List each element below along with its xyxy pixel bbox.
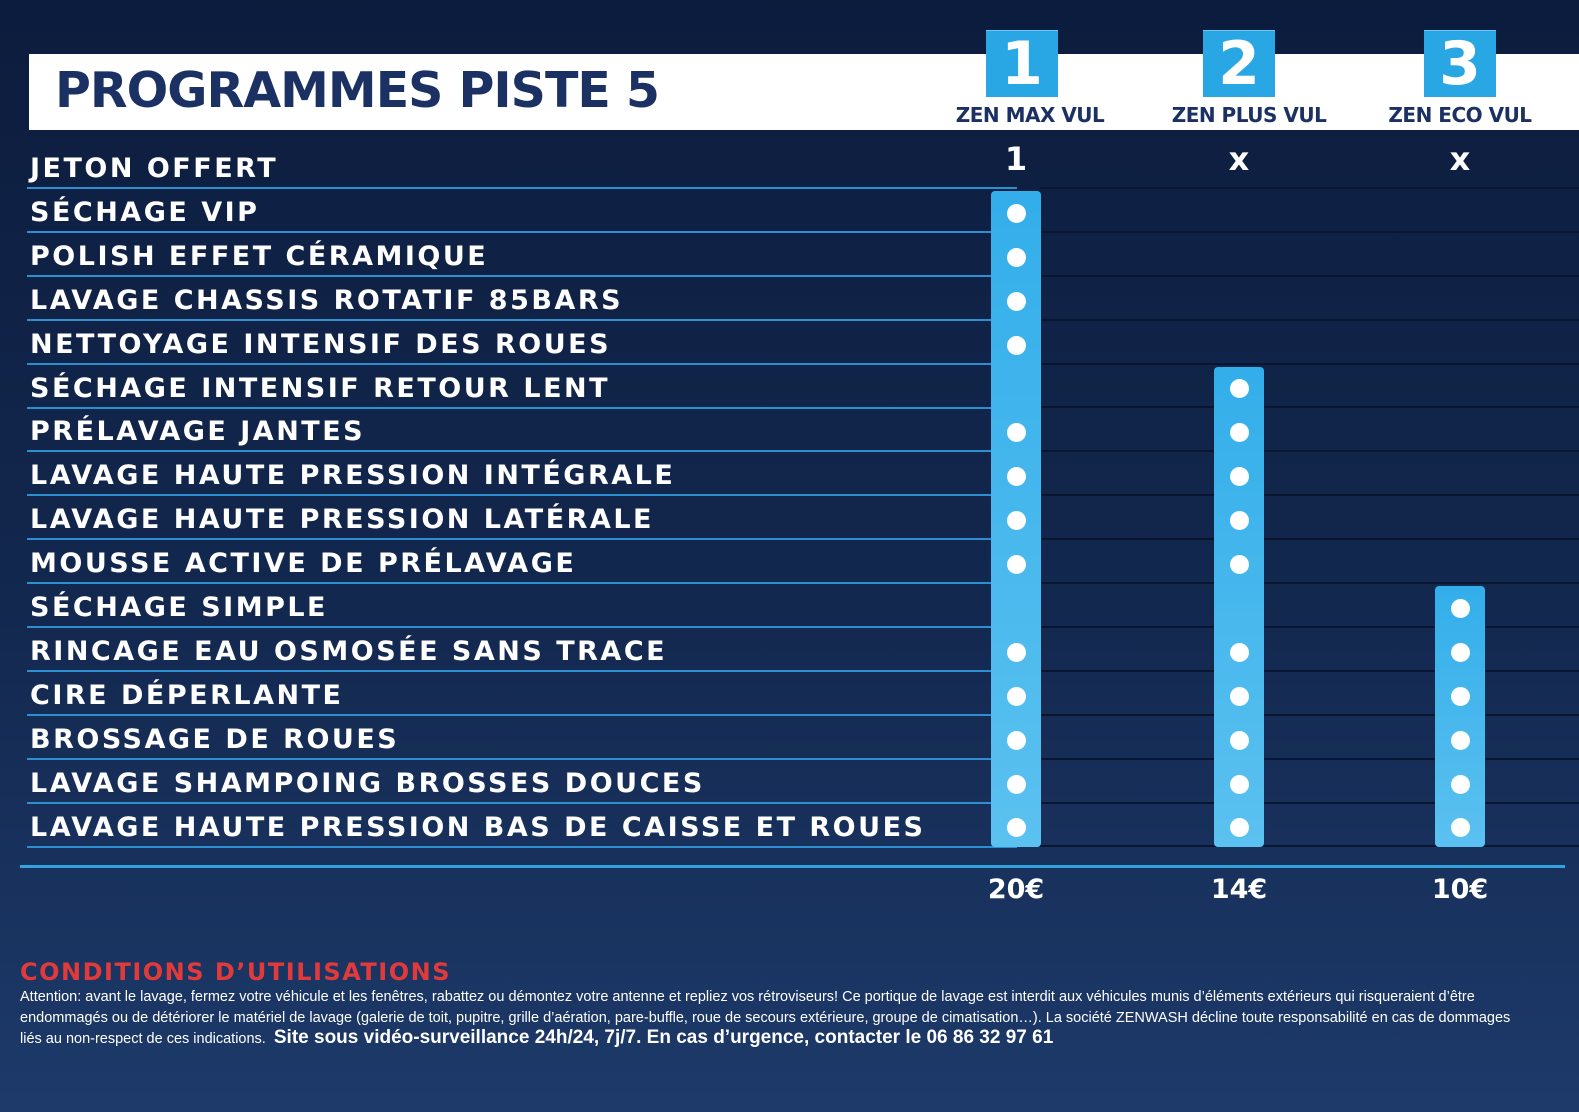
feature-label: NETTOYAGE INTENSIF DES ROUES [30, 328, 612, 360]
row-separator [1040, 319, 1579, 321]
row-separator [1040, 450, 1579, 452]
program-name: ZEN PLUS VUL [1171, 103, 1327, 127]
row-separator [1040, 494, 1579, 496]
row-separator [1040, 538, 1579, 540]
row-separator [1040, 845, 1579, 847]
row-separator [1040, 802, 1579, 804]
feature-label: LAVAGE HAUTE PRESSION LATÉRALE [30, 504, 654, 536]
included-dot [1451, 599, 1470, 618]
included-dot [1007, 204, 1026, 223]
included-dot [1230, 687, 1249, 706]
included-dot [1007, 731, 1026, 750]
feature-row [27, 496, 1017, 540]
feature-row [27, 233, 1017, 277]
row-separator [1040, 187, 1579, 189]
included-dot [1451, 818, 1470, 837]
conditions-title: CONDITIONS D’UTILISATIONS [20, 958, 452, 986]
program-number-badge: 2 [1203, 30, 1275, 97]
price-divider [20, 865, 1565, 868]
feature-row [27, 408, 1017, 452]
feature-label: SÉCHAGE VIP [30, 196, 260, 228]
row-separator [1040, 231, 1579, 233]
program-number-badge: 1 [986, 30, 1058, 97]
program-feature-bar [1435, 586, 1485, 847]
included-dot [1451, 731, 1470, 750]
feature-row [27, 321, 1017, 365]
feature-label: LAVAGE CHASSIS ROTATIF 85BARS [30, 284, 624, 316]
included-dot [1451, 775, 1470, 794]
included-dot [1007, 555, 1026, 574]
program-name: ZEN ECO VUL [1388, 103, 1532, 127]
row-separator [1040, 626, 1579, 628]
included-dot [1230, 511, 1249, 530]
feature-label: SÉCHAGE INTENSIF RETOUR LENT [30, 372, 611, 404]
page-title: PROGRAMMES PISTE 5 [55, 62, 659, 119]
row-separator [1040, 582, 1579, 584]
included-dot [1230, 423, 1249, 442]
program-price: 10€ [1431, 874, 1489, 905]
program-price: 14€ [1210, 874, 1268, 905]
included-dot [1451, 643, 1470, 662]
included-dot [1451, 687, 1470, 706]
row-separator [1040, 714, 1579, 716]
feature-label: JETON OFFERT [30, 153, 279, 184]
program-name: ZEN MAX VUL [955, 103, 1105, 127]
feature-row [27, 452, 1017, 496]
included-dot [1007, 643, 1026, 662]
included-dot [1230, 731, 1249, 750]
included-dot [1007, 511, 1026, 530]
feature-label: LAVAGE HAUTE PRESSION INTÉGRALE [30, 460, 676, 492]
feature-row [27, 760, 1017, 804]
feature-label: PRÉLAVAGE JANTES [30, 416, 366, 448]
feature-row [27, 145, 1017, 189]
program-number-badge: 3 [1424, 30, 1496, 97]
included-dot [1007, 818, 1026, 837]
feature-row [27, 277, 1017, 321]
feature-label: POLISH EFFET CÉRAMIQUE [30, 240, 489, 272]
feature-label: MOUSSE ACTIVE DE PRÉLAVAGE [30, 548, 577, 580]
surveillance-notice: Site sous vidéo-surveillance 24h/24, 7j/7. En cas d’urgence, contacter le 06 86 32 97 61 [273, 1027, 1054, 1048]
included-dot [1230, 643, 1249, 662]
included-dot [1007, 687, 1026, 706]
feature-row [27, 189, 1017, 233]
included-dot [1230, 467, 1249, 486]
included-dot [1230, 818, 1249, 837]
feature-label: SÉCHAGE SIMPLE [30, 592, 328, 623]
included-dot [1230, 555, 1249, 574]
feature-row [27, 540, 1017, 584]
feature-row [27, 804, 1017, 848]
row-separator [1040, 670, 1579, 672]
feature-row [27, 584, 1017, 628]
included-dot [1230, 379, 1249, 398]
row-separator [1040, 406, 1579, 408]
program-price: 20€ [987, 874, 1045, 905]
included-dot [1007, 336, 1026, 355]
feature-label: BROSSAGE DE ROUES [30, 723, 400, 755]
feature-row [27, 628, 1017, 672]
conditions-text [20, 987, 1520, 1050]
included-dot [1007, 467, 1026, 486]
row-separator [1040, 363, 1579, 365]
feature-label: CIRE DÉPERLANTE [30, 679, 344, 711]
included-dot [1007, 775, 1026, 794]
included-dot [1007, 248, 1026, 267]
feature-label: LAVAGE SHAMPOING BROSSES DOUCES [30, 767, 705, 799]
jeton-value: x [1449, 140, 1471, 178]
included-dot [1007, 423, 1026, 442]
jeton-value: 1 [1004, 140, 1028, 178]
jeton-value: x [1228, 140, 1250, 178]
feature-label: RINCAGE EAU OSMOSÉE SANS TRACE [30, 635, 668, 667]
row-separator [1040, 275, 1579, 277]
included-dot [1230, 775, 1249, 794]
feature-row [27, 672, 1017, 716]
feature-row [27, 365, 1017, 409]
row-separator [1040, 758, 1579, 760]
feature-row [27, 716, 1017, 760]
conditions-body: Attention: avant le lavage, fermez votre véhicule et les fenêtres, rabattez ou démontez votre antenne et repliez vos rétroviseurs! Ce portique de lavage est interdit aux véhicules munis d’éléments extérieurs qui risqueraient d’être endommagés ou de détériorer le matériel de lavage (galerie de toit, pupitre, grille d’aération, pare-buffle, roue de secours extérieure, groupe de cimatisation…). La société ZENWASH décline toute responsabilité en cas de dommages liés au non-respect de ces indications. [20, 989, 1511, 1047]
included-dot [1007, 292, 1026, 311]
feature-label: LAVAGE HAUTE PRESSION BAS DE CAISSE ET ROUES [30, 811, 926, 843]
